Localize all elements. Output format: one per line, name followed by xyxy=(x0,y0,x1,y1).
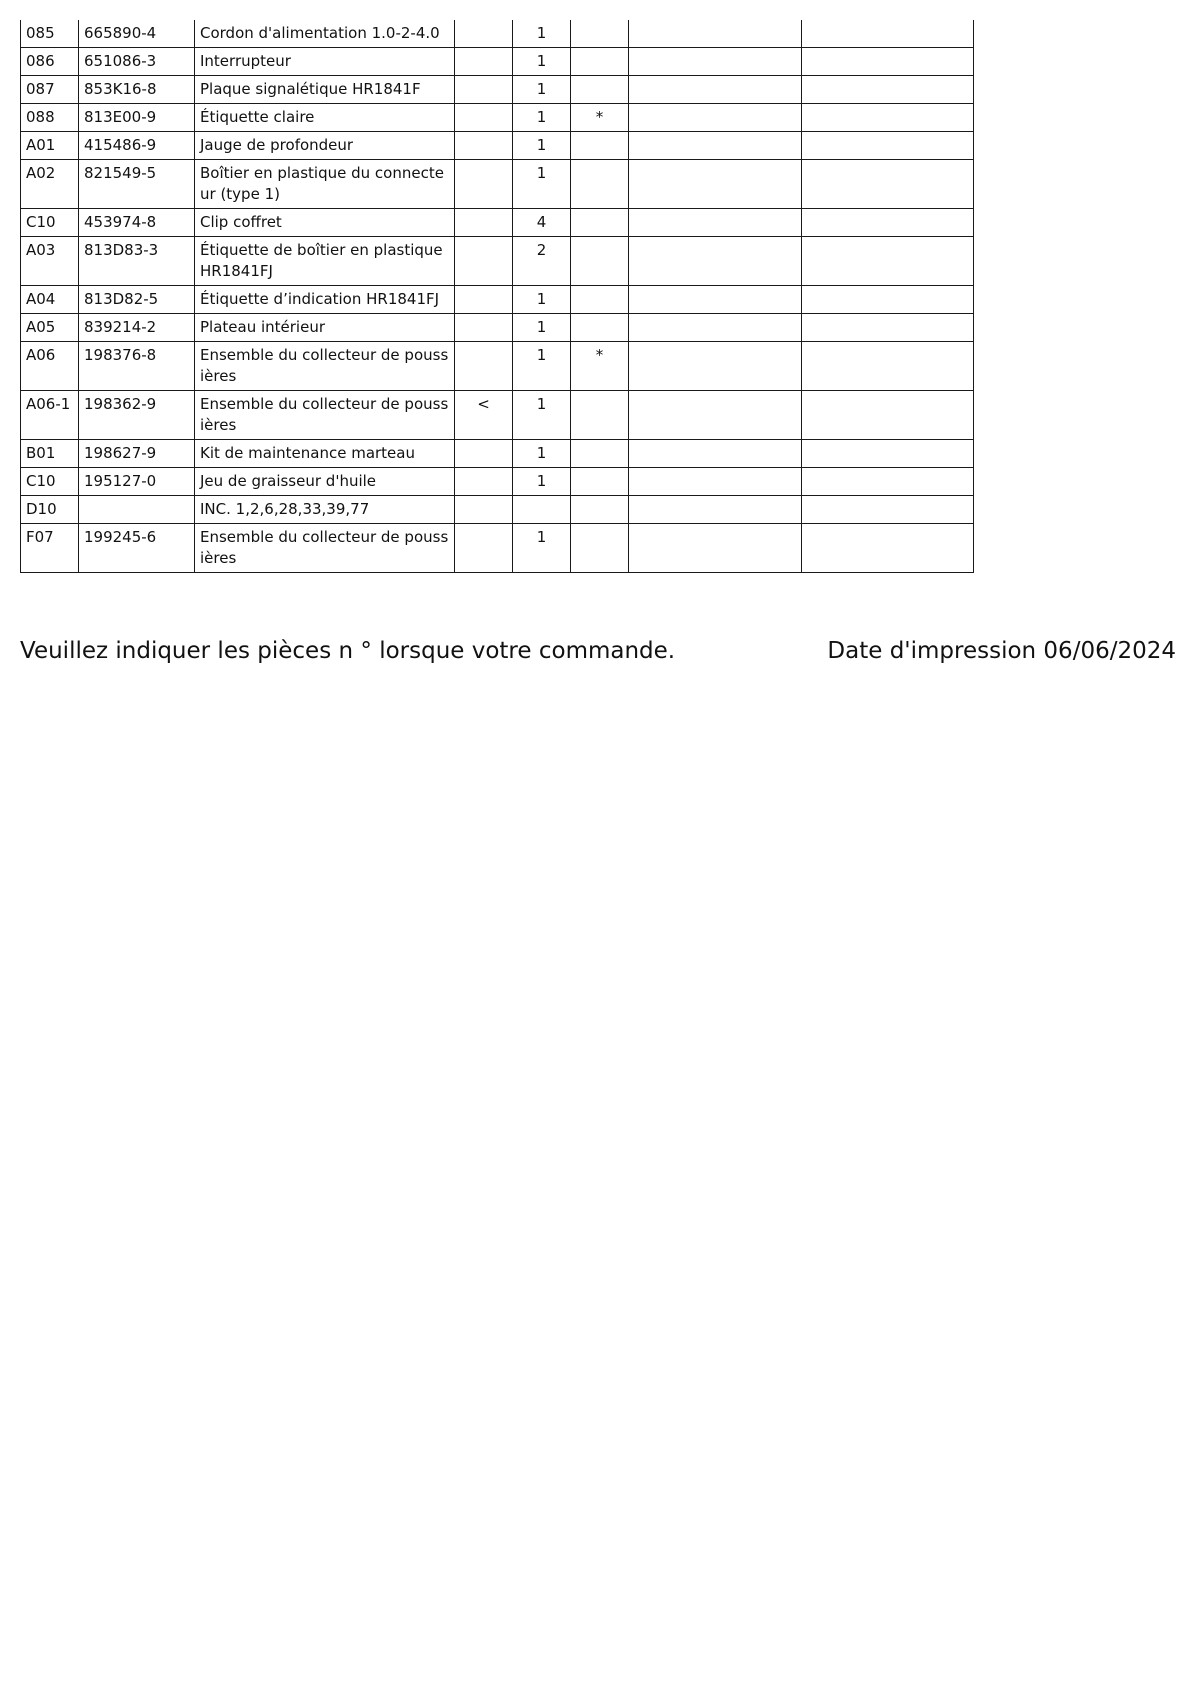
cell-description: Étiquette d’indication HR1841FJ xyxy=(195,286,455,314)
cell-description: Plateau intérieur xyxy=(195,314,455,342)
cell-extra-1 xyxy=(629,314,802,342)
table-row xyxy=(21,286,974,314)
cell-flag xyxy=(571,160,629,209)
cell-extra-1 xyxy=(629,132,802,160)
cell-quantity xyxy=(513,496,571,524)
cell-extra-1 xyxy=(629,237,802,286)
cell-flag: * xyxy=(571,104,629,132)
cell-description: Ensemble du collecteur de poussières xyxy=(195,524,455,573)
cell-item-no: D10 xyxy=(21,496,79,524)
cell-quantity: 1 xyxy=(513,48,571,76)
table-row xyxy=(21,209,974,237)
cell-item-no: A04 xyxy=(21,286,79,314)
cell-extra-1 xyxy=(629,524,802,573)
table-row xyxy=(21,237,974,286)
cell-extra-2 xyxy=(802,496,974,524)
cell-part-number: 813D82-5 xyxy=(79,286,195,314)
cell-extra-1 xyxy=(629,20,802,48)
cell-part-number: 813E00-9 xyxy=(79,104,195,132)
cell-part-number xyxy=(79,496,195,524)
order-instruction-note: Veuillez indiquer les pièces n ° lorsque votre commande. xyxy=(20,638,676,664)
cell-flag xyxy=(571,48,629,76)
cell-quantity: 1 xyxy=(513,160,571,209)
cell-description: Jauge de profondeur xyxy=(195,132,455,160)
cell-part-number: 415486-9 xyxy=(79,132,195,160)
cell-item-no: A06 xyxy=(21,342,79,391)
cell-flag xyxy=(571,76,629,104)
cell-quantity: 1 xyxy=(513,314,571,342)
cell-item-no: 085 xyxy=(21,20,79,48)
table-row xyxy=(21,391,974,440)
cell-mark xyxy=(455,209,513,237)
cell-mark xyxy=(455,524,513,573)
cell-quantity: 1 xyxy=(513,524,571,573)
cell-quantity: 1 xyxy=(513,468,571,496)
cell-extra-2 xyxy=(802,48,974,76)
cell-description: Interrupteur xyxy=(195,48,455,76)
cell-mark xyxy=(455,496,513,524)
cell-flag xyxy=(571,391,629,440)
cell-flag xyxy=(571,496,629,524)
cell-item-no: F07 xyxy=(21,524,79,573)
cell-extra-1 xyxy=(629,468,802,496)
print-date: Date d'impression 06/06/2024 xyxy=(827,638,1176,664)
cell-extra-2 xyxy=(802,391,974,440)
cell-extra-2 xyxy=(802,440,974,468)
cell-quantity: 4 xyxy=(513,209,571,237)
cell-part-number: 198627-9 xyxy=(79,440,195,468)
cell-part-number: 813D83-3 xyxy=(79,237,195,286)
cell-flag xyxy=(571,209,629,237)
table-row xyxy=(21,314,974,342)
cell-quantity: 1 xyxy=(513,391,571,440)
table-row xyxy=(21,76,974,104)
cell-extra-1 xyxy=(629,440,802,468)
cell-mark xyxy=(455,237,513,286)
cell-flag xyxy=(571,440,629,468)
cell-part-number: 198362-9 xyxy=(79,391,195,440)
cell-extra-2 xyxy=(802,104,974,132)
table-row xyxy=(21,160,974,209)
table-row xyxy=(21,440,974,468)
cell-extra-2 xyxy=(802,314,974,342)
cell-mark xyxy=(455,440,513,468)
cell-extra-1 xyxy=(629,104,802,132)
cell-flag xyxy=(571,468,629,496)
cell-mark xyxy=(455,160,513,209)
cell-quantity: 1 xyxy=(513,440,571,468)
cell-extra-1 xyxy=(629,160,802,209)
cell-flag xyxy=(571,20,629,48)
cell-flag xyxy=(571,524,629,573)
table-row xyxy=(21,524,974,573)
cell-extra-1 xyxy=(629,209,802,237)
cell-description: Plaque signalétique HR1841F xyxy=(195,76,455,104)
cell-flag xyxy=(571,237,629,286)
cell-quantity: 1 xyxy=(513,76,571,104)
cell-extra-1 xyxy=(629,496,802,524)
cell-item-no: A03 xyxy=(21,237,79,286)
cell-flag xyxy=(571,286,629,314)
cell-quantity: 1 xyxy=(513,286,571,314)
cell-item-no: 087 xyxy=(21,76,79,104)
cell-extra-2 xyxy=(802,524,974,573)
cell-description: Étiquette claire xyxy=(195,104,455,132)
cell-mark xyxy=(455,468,513,496)
cell-description: Jeu de graisseur d'huile xyxy=(195,468,455,496)
cell-item-no: B01 xyxy=(21,440,79,468)
cell-flag xyxy=(571,314,629,342)
cell-extra-2 xyxy=(802,76,974,104)
cell-description: Ensemble du collecteur de poussières xyxy=(195,391,455,440)
cell-mark xyxy=(455,132,513,160)
cell-item-no: 088 xyxy=(21,104,79,132)
cell-extra-1 xyxy=(629,286,802,314)
cell-description: Clip coffret xyxy=(195,209,455,237)
cell-extra-2 xyxy=(802,468,974,496)
cell-mark xyxy=(455,20,513,48)
table-row xyxy=(21,468,974,496)
cell-quantity: 1 xyxy=(513,342,571,391)
parts-table-body xyxy=(21,20,974,573)
cell-part-number: 198376-8 xyxy=(79,342,195,391)
table-row xyxy=(21,132,974,160)
cell-part-number: 853K16-8 xyxy=(79,76,195,104)
cell-extra-2 xyxy=(802,209,974,237)
cell-description: Ensemble du collecteur de poussières xyxy=(195,342,455,391)
cell-mark xyxy=(455,48,513,76)
cell-item-no: A06-1 xyxy=(21,391,79,440)
cell-part-number: 665890-4 xyxy=(79,20,195,48)
cell-quantity: 1 xyxy=(513,104,571,132)
cell-extra-1 xyxy=(629,342,802,391)
cell-extra-1 xyxy=(629,391,802,440)
cell-extra-1 xyxy=(629,76,802,104)
cell-part-number: 651086-3 xyxy=(79,48,195,76)
cell-item-no: A05 xyxy=(21,314,79,342)
table-row xyxy=(21,48,974,76)
cell-item-no: C10 xyxy=(21,468,79,496)
cell-part-number: 453974-8 xyxy=(79,209,195,237)
cell-quantity: 2 xyxy=(513,237,571,286)
cell-mark xyxy=(455,342,513,391)
cell-mark xyxy=(455,104,513,132)
cell-flag: * xyxy=(571,342,629,391)
cell-item-no: C10 xyxy=(21,209,79,237)
cell-quantity: 1 xyxy=(513,132,571,160)
cell-extra-2 xyxy=(802,20,974,48)
cell-extra-2 xyxy=(802,132,974,160)
cell-mark: < xyxy=(455,391,513,440)
cell-item-no: A02 xyxy=(21,160,79,209)
cell-description: Cordon d'alimentation 1.0-2-4.0 xyxy=(195,20,455,48)
cell-mark xyxy=(455,314,513,342)
cell-description: Kit de maintenance marteau xyxy=(195,440,455,468)
cell-part-number: 195127-0 xyxy=(79,468,195,496)
table-row xyxy=(21,496,974,524)
cell-part-number: 821549-5 xyxy=(79,160,195,209)
cell-mark xyxy=(455,286,513,314)
table-row xyxy=(21,20,974,48)
cell-extra-2 xyxy=(802,237,974,286)
cell-item-no: 086 xyxy=(21,48,79,76)
cell-extra-2 xyxy=(802,286,974,314)
cell-description: Étiquette de boîtier en plastique HR1841FJ xyxy=(195,237,455,286)
table-row xyxy=(21,342,974,391)
cell-extra-1 xyxy=(629,48,802,76)
cell-extra-2 xyxy=(802,342,974,391)
cell-quantity: 1 xyxy=(513,20,571,48)
cell-part-number: 839214-2 xyxy=(79,314,195,342)
cell-description: INC. 1,2,6,28,33,39,77 xyxy=(195,496,455,524)
table-row xyxy=(21,104,974,132)
cell-item-no: A01 xyxy=(21,132,79,160)
cell-extra-2 xyxy=(802,160,974,209)
parts-table xyxy=(20,20,974,573)
cell-flag xyxy=(571,132,629,160)
cell-mark xyxy=(455,76,513,104)
cell-part-number: 199245-6 xyxy=(79,524,195,573)
cell-description: Boîtier en plastique du connecteur (type 1) xyxy=(195,160,455,209)
